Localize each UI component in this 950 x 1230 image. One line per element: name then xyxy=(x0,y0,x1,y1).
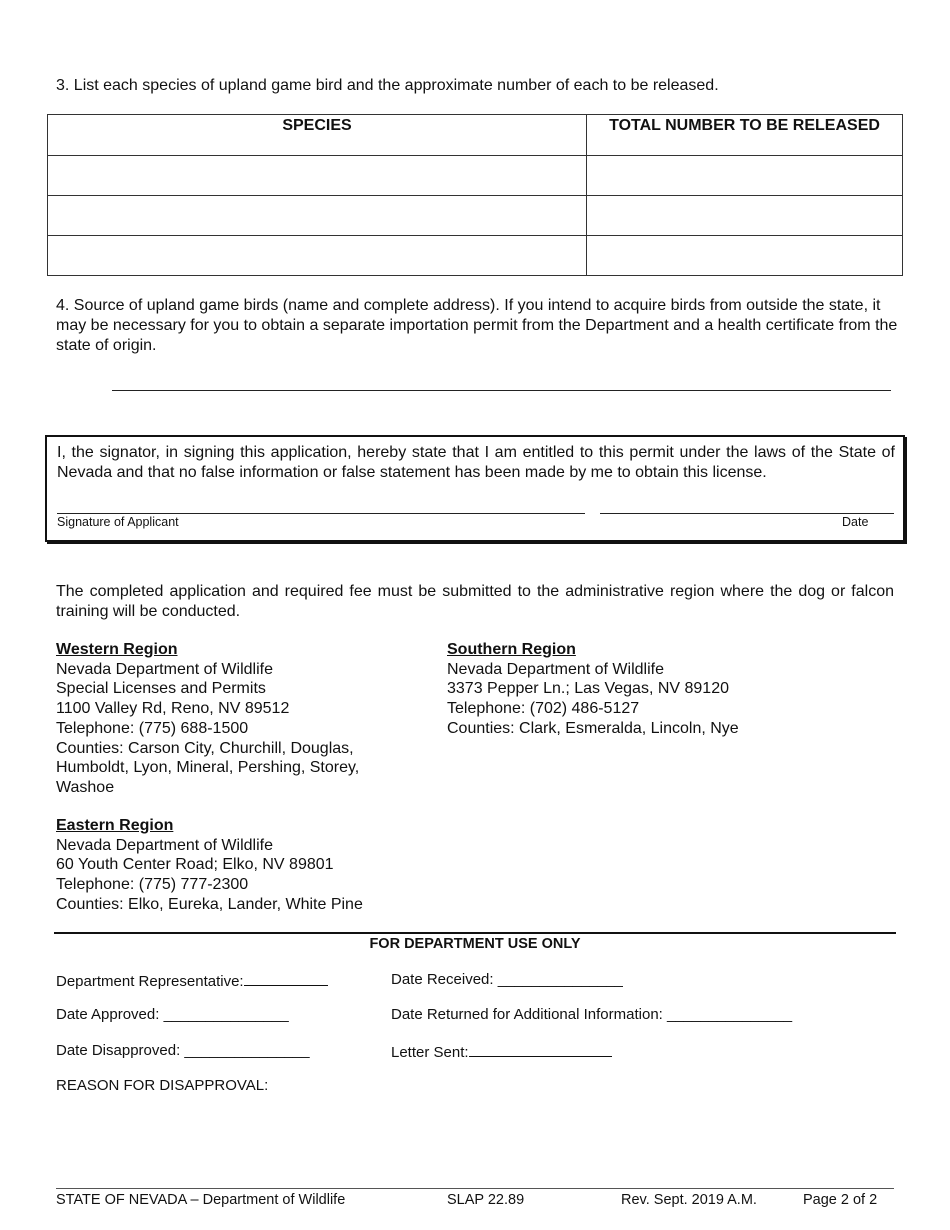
eastern-region-line: 60 Youth Center Road; Elko, NV 89801 xyxy=(56,856,334,874)
eastern-region-line: Telephone: (775) 777-2300 xyxy=(56,876,249,894)
total-number-cell[interactable] xyxy=(587,156,903,196)
species-cell[interactable] xyxy=(48,236,587,276)
western-region-heading: Western Region xyxy=(56,641,178,658)
footer-form-code: SLAP 22.89 xyxy=(447,1192,525,1208)
certification-statement: I, the signator, in signing this application, hereby state that I am entitled to this permit under the laws of the State of Nevada and that no false information or false statement has been made by me to obtain this license. xyxy=(57,444,895,481)
date-received-label[interactable]: Date Received: _______________ xyxy=(391,971,623,988)
southern-region-line: Counties: Clark, Esmeralda, Lincoln, Nye xyxy=(447,719,739,737)
table-row xyxy=(48,156,903,196)
question-4-text: 4. Source of upland game birds (name and complete address). If you intend to acquire birds from outside the state, it may be necessary for you to obtain a separate importation permit from the Department and a health certificate from the state of origin. xyxy=(56,297,898,354)
date-disapproved-label[interactable]: Date Disapproved: _______________ xyxy=(56,1042,310,1059)
eastern-region-block xyxy=(56,816,436,915)
western-region-line: 1100 Valley Rd, Reno, NV 89512 xyxy=(56,700,290,718)
western-region-line: Special Licenses and Permits xyxy=(56,680,266,698)
date-returned-label[interactable]: Date Returned for Additional Information: _______________ xyxy=(391,1006,793,1023)
southern-region-block xyxy=(447,640,887,739)
southern-region-line: Nevada Department of Wildlife xyxy=(447,660,664,678)
department-use-heading: FOR DEPARTMENT USE ONLY xyxy=(369,936,581,952)
letter-sent-label: Letter Sent: xyxy=(391,1044,469,1061)
table-row xyxy=(48,236,903,276)
eastern-region-line: Counties: Elko, Eureka, Lander, White Pine xyxy=(56,895,363,913)
total-number-cell[interactable] xyxy=(587,196,903,236)
letter-sent-field[interactable] xyxy=(391,1042,612,1061)
footer-rule xyxy=(56,1188,894,1189)
eastern-region-heading: Eastern Region xyxy=(56,817,174,834)
western-region-line: Counties: Carson City, Churchill, Douglas, xyxy=(56,739,354,757)
total-number-cell[interactable] xyxy=(587,236,903,276)
western-region-line: Telephone: (775) 688-1500 xyxy=(56,719,249,737)
western-region-block xyxy=(56,640,436,798)
dept-rep-field[interactable] xyxy=(56,971,328,990)
footer-revision: Rev. Sept. 2019 A.M. xyxy=(621,1192,757,1208)
signature-line[interactable] xyxy=(57,513,585,514)
footer-page-number: Page 2 of 2 xyxy=(803,1192,878,1208)
species-cell[interactable] xyxy=(48,196,587,236)
eastern-region-line: Nevada Department of Wildlife xyxy=(56,836,273,854)
western-region-line: Humboldt, Lyon, Mineral, Pershing, Storey, xyxy=(56,759,360,777)
species-cell[interactable] xyxy=(48,156,587,196)
dept-rep-underline[interactable] xyxy=(244,971,328,986)
table-header-row xyxy=(48,115,903,156)
date-approved-label[interactable]: Date Approved: _______________ xyxy=(56,1006,289,1023)
western-region-line: Nevada Department of Wildlife xyxy=(56,660,273,678)
footer-agency: STATE OF NEVADA – Department of Wildlife xyxy=(56,1192,346,1208)
species-header: SPECIES xyxy=(48,115,587,156)
date-label: Date xyxy=(842,515,869,529)
southern-region-heading: Southern Region xyxy=(447,641,576,658)
table-row xyxy=(48,196,903,236)
reason-for-disapproval-label: REASON FOR DISAPPROVAL: xyxy=(56,1077,269,1094)
southern-region-line: 3373 Pepper Ln.; Las Vegas, NV 89120 xyxy=(447,680,729,698)
certification-box xyxy=(45,435,905,542)
signature-label: Signature of Applicant xyxy=(57,515,179,529)
department-section-rule xyxy=(54,932,896,934)
dept-rep-label: Department Representative: xyxy=(56,973,244,990)
southern-region-line: Telephone: (702) 486-5127 xyxy=(447,700,640,718)
date-line[interactable] xyxy=(600,513,894,514)
species-table xyxy=(47,114,903,276)
letter-sent-underline[interactable] xyxy=(469,1042,612,1057)
source-answer-line[interactable] xyxy=(112,390,891,391)
question-3-text: 3. List each species of upland game bird and the approximate number of each to be released. xyxy=(56,77,719,94)
total-number-header: TOTAL NUMBER TO BE RELEASED xyxy=(587,115,903,156)
western-region-line: Washoe xyxy=(56,778,115,796)
submission-note: The completed application and required fee must be submitted to the administrative region where the dog or falcon training will be conducted. xyxy=(56,583,894,620)
